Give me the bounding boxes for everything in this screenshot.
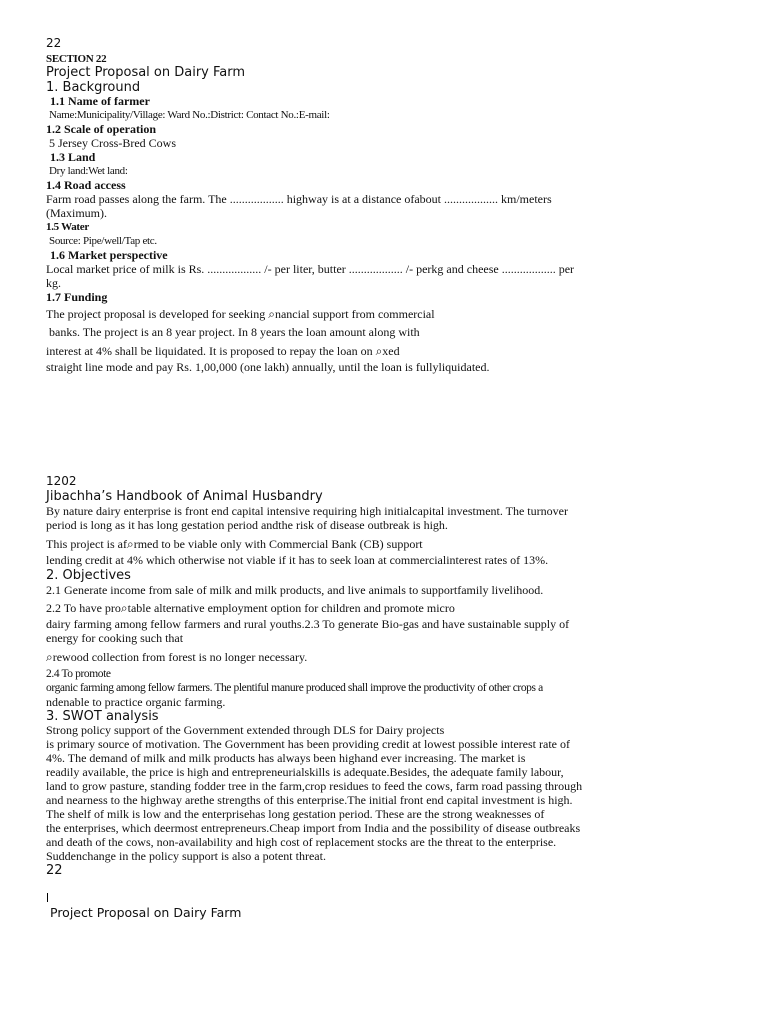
running-title: Jibachha’s Handbook of Animal Husbandry <box>46 489 323 504</box>
page-number: 22 <box>46 36 62 50</box>
swot-line-10: Suddenchange in the policy support is also a potent threat. <box>46 849 326 863</box>
heading-funding: 1.7 Funding <box>46 290 108 304</box>
swot-line-8: the enterprises, which deermost entrepreneurs.Cheap import from India and the possibility of disease outbreaks <box>46 821 581 835</box>
heading-background: 1. Background <box>46 80 141 95</box>
page-number-2: 1202 <box>46 474 77 488</box>
text-land: Dry land:Wet land: <box>49 165 128 177</box>
page-3-title: Project Proposal on Dairy Farm <box>50 905 242 920</box>
heading-land: 1.3 Land <box>50 150 96 164</box>
swot-line-1: Strong policy support of the Government extended through DLS for Dairy projects <box>46 723 445 737</box>
swot-line-4: readily available, the price is high and entrepreneurialskills is adequate.Besides, the adequate family labour, <box>46 765 564 779</box>
objective-2-2-line-2: dairy farming among fellow farmers and rural youths.2.3 To generate Bio-gas and have sustainable supply of <box>46 617 570 631</box>
text-funding-3: interest at 4% shall be liquidated. It is proposed to repay the loan on ⌕xed <box>46 344 400 358</box>
swot-line-7: The shelf of milk is low and the enterprisehas long gestation period. These are the strong weaknesses of <box>46 807 545 821</box>
text-road-access: Farm road passes along the farm. The .................. highway is at a distance ofabout .................. km/meters <box>46 192 552 206</box>
paragraph-viability-1: This project is af⌕rmed to be viable only with Commercial Bank (CB) support <box>46 537 423 551</box>
heading-water: 1.5 Water <box>46 221 89 233</box>
heading-road-access: 1.4 Road access <box>46 178 126 192</box>
heading-objectives: 2. Objectives <box>46 568 131 583</box>
paragraph-viability-2: lending credit at 4% which otherwise not viable if it has to seek loan at commercialinterest rates of 13%. <box>46 553 549 567</box>
document-title: Project Proposal on Dairy Farm <box>46 65 246 80</box>
text-funding-4: straight line mode and pay Rs. 1,00,000 (one lakh) annually, until the loan is fullyliquidated. <box>46 360 490 374</box>
paragraph-intro-2: period is long as it has long gestation period andthe risk of disease outbreak is high. <box>46 518 448 532</box>
objective-2-1: 2.1 Generate income from sale of milk and milk products, and live animals to supportfamily livelihood. <box>46 583 544 597</box>
heading-swot: 3. SWOT analysis <box>46 709 159 724</box>
text-name-of-farmer: Name:Municipality/Village: Ward No.:District: Contact No.:E-mail: <box>49 109 330 121</box>
text-market-perspective-cont: kg. <box>46 276 61 290</box>
page-number-3: 22 <box>46 863 63 878</box>
swot-line-6: and nearness to the highway arethe strengths of this enterprise.The initial front end capital investment is high. <box>46 793 573 807</box>
objective-2-4-line-2: organic farming among fellow farmers. The plentiful manure produced shall improve the productivity of other crops a <box>46 682 543 694</box>
text-scale-of-operation: 5 Jersey Cross-Bred Cows <box>49 136 176 150</box>
text-funding-1: The project proposal is developed for seeking ⌕nancial support from commercial <box>46 307 435 321</box>
heading-scale-of-operation: 1.2 Scale of operation <box>46 122 156 136</box>
objective-2-2-line-1: 2.2 To have pro⌕table alternative employment option for children and promote micro <box>46 601 455 615</box>
text-market-perspective: Local market price of milk is Rs. .................. /- per liter, butter .................. /- perkg and cheese .................. per <box>46 262 575 276</box>
swot-line-2: is primary source of motivation. The Government has been providing credit at lowest possible interest rate of <box>46 737 570 751</box>
text-funding-2: banks. The project is an 8 year project. In 8 years the loan amount along with <box>49 325 420 339</box>
objective-2-3: ⌕rewood collection from forest is no longer necessary. <box>46 650 308 664</box>
text-cursor <box>47 893 48 902</box>
swot-line-5: land to grow pasture, standing fodder tree in the farm,crop residues to feed the cows, farm road passing through <box>46 779 583 793</box>
text-road-access-cont: (Maximum). <box>46 206 107 220</box>
heading-market-perspective: 1.6 Market perspective <box>50 248 168 262</box>
heading-name-of-farmer: 1.1 Name of farmer <box>50 94 150 108</box>
text-water: Source: Pipe/well/Tap etc. <box>49 235 157 247</box>
swot-line-3: 4%. The demand of milk and milk products has always been highand ever increasing. The market is <box>46 751 526 765</box>
objective-2-4-line-1: 2.4 To promote <box>46 668 111 680</box>
swot-line-9: and death of the cows, non-availability and high cost of replacement stocks are the threat to the enterprise. <box>46 835 557 849</box>
objective-2-4-line-3: ndenable to practice organic farming. <box>46 695 226 709</box>
section-label: SECTION 22 <box>46 53 107 65</box>
paragraph-intro-1: By nature dairy enterprise is front end capital intensive requiring high initialcapital investment. The turnover <box>46 504 568 518</box>
objective-2-2-line-3: energy for cooking such that <box>46 631 184 645</box>
